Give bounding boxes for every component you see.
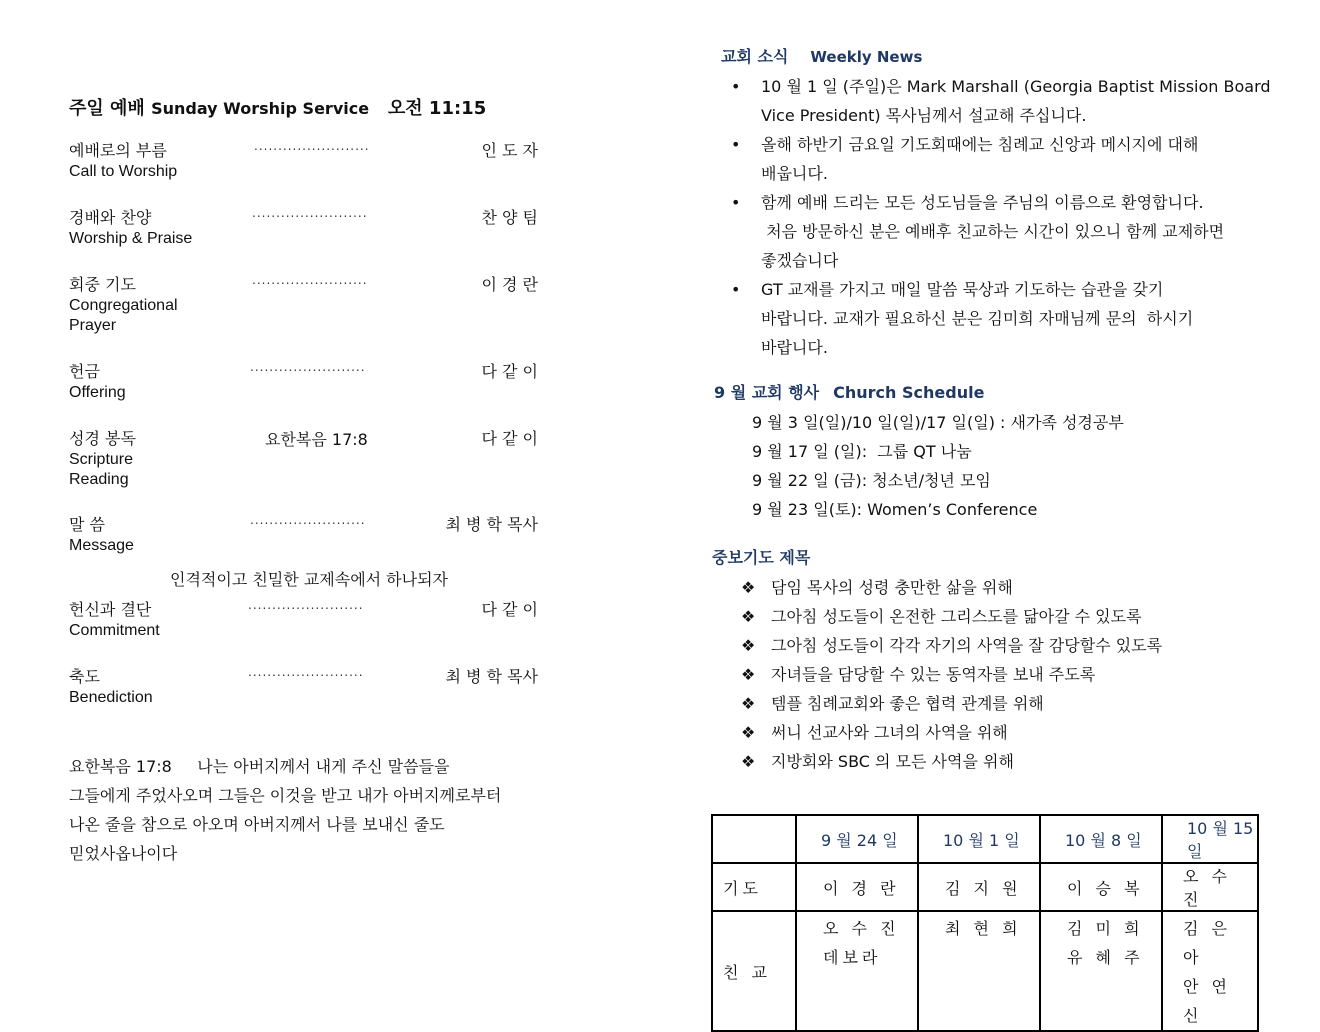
duty-name-cell: 오 수 진 bbox=[1162, 863, 1258, 911]
prayer-item bbox=[741, 718, 1162, 747]
order-item-ko: 헌신과 결단 bbox=[69, 600, 152, 619]
order-item-ko: 경배와 찬양 bbox=[69, 208, 152, 227]
news-heading bbox=[721, 44, 922, 67]
dot-leader: ........................ bbox=[254, 139, 370, 153]
diamond-bullet-icon: ❖ bbox=[741, 578, 756, 597]
duty-name: 데보라 bbox=[823, 948, 882, 967]
prayer-text: 써니 선교사와 그녀의 사역을 위해 bbox=[771, 723, 1008, 742]
news-line: 배웁니다. bbox=[761, 164, 828, 183]
news-item bbox=[731, 72, 1271, 130]
duty-table bbox=[711, 814, 1259, 1032]
bullet-icon: • bbox=[731, 135, 741, 154]
duty-name-cell: 김 지 원 bbox=[918, 863, 1040, 911]
order-item-en: Worship & Praise bbox=[69, 230, 193, 247]
order-item-en: Offering bbox=[69, 384, 126, 401]
news-line: Vice President) 목사님께서 설교해 주십니다. bbox=[761, 106, 1087, 125]
dot-leader: ........................ bbox=[250, 513, 366, 527]
order-item-leader: 다 같 이 bbox=[481, 600, 538, 619]
dot-leader: ........................ bbox=[250, 360, 366, 374]
duty-name: 유 혜 주 bbox=[1067, 948, 1144, 967]
dot-leader: ........................ bbox=[248, 598, 364, 612]
order-item-leader: 다 같 이 bbox=[481, 362, 538, 381]
schedule-item: 9 월 3 일(일)/10 일(일)/17 일(일) : 새가족 성경공부 bbox=[752, 413, 1124, 432]
news-line: GT 교재를 가지고 매일 말씀 묵상과 기도하는 습관을 갖기 bbox=[761, 280, 1164, 299]
prayer-item bbox=[741, 602, 1162, 631]
diamond-bullet-icon: ❖ bbox=[741, 694, 756, 713]
order-item-leader: 최 병 학 목사 bbox=[445, 515, 538, 534]
prayer-item bbox=[741, 689, 1162, 718]
schedule-title-ko: 9 월 교회 행사 bbox=[714, 383, 820, 402]
order-item-ko: 회중 기도 bbox=[69, 275, 136, 294]
duty-date-cell: 10 월 1 일 bbox=[918, 815, 1040, 863]
duty-name-cell bbox=[796, 911, 918, 1031]
verse-line: 나는 아버지께서 내게 주신 말씀들을 bbox=[197, 757, 450, 776]
bullet-icon: • bbox=[731, 77, 741, 96]
order-item-en: Call to Worship bbox=[69, 163, 178, 180]
duty-name: 오 수 진 bbox=[823, 919, 900, 938]
verse-line: 믿었사옵나이다 bbox=[69, 844, 178, 863]
prayer-heading: 중보기도 제목 bbox=[712, 548, 811, 567]
order-item-en: Congregational Prayer bbox=[69, 297, 178, 334]
diamond-bullet-icon: ❖ bbox=[741, 665, 756, 684]
duty-date-cell: 10 월 8 일 bbox=[1040, 815, 1162, 863]
verse-line: 나온 줄을 참으로 아오며 아버지께서 나를 보내신 줄도 bbox=[69, 815, 445, 834]
worship-title-ko: 주일 예배 bbox=[69, 98, 145, 119]
worship-title-en: Sunday Worship Service bbox=[151, 99, 370, 118]
worship-time: 오전 11:15 bbox=[387, 98, 487, 119]
duty-name-cell bbox=[1162, 911, 1258, 1031]
prayer-list bbox=[741, 573, 1162, 776]
news-item bbox=[731, 188, 1271, 275]
order-item-ko: 헌금 bbox=[69, 362, 100, 381]
duty-name-cell bbox=[1040, 911, 1162, 1031]
duty-name: 김 미 희 bbox=[1067, 919, 1144, 938]
duty-name-cell bbox=[918, 911, 1040, 1031]
order-item-ko: 축도 bbox=[69, 667, 100, 686]
order-item-ko: 말 씀 bbox=[69, 515, 105, 534]
order-item-ko: 예배로의 부름 bbox=[69, 141, 167, 160]
duty-date-cell: 10 월 15 일 bbox=[1162, 815, 1258, 863]
prayer-item bbox=[741, 747, 1162, 776]
dot-leader: ........................ bbox=[252, 273, 368, 287]
diamond-bullet-icon: ❖ bbox=[741, 723, 756, 742]
duty-name-cell: 이 경 란 bbox=[796, 863, 918, 911]
duty-row-label: 기도 bbox=[712, 863, 796, 911]
news-title-ko: 교회 소식 bbox=[721, 47, 789, 66]
order-item-leader: 다 같 이 bbox=[481, 429, 538, 448]
sermon-title: 인격적이고 친밀한 교제속에서 하나되자 bbox=[170, 570, 449, 589]
duty-row-label: 친 교 bbox=[712, 911, 796, 1031]
diamond-bullet-icon: ❖ bbox=[741, 607, 756, 626]
prayer-text: 담임 목사의 성령 충만한 삶을 위해 bbox=[771, 578, 1013, 597]
order-item-leader: 이 경 란 bbox=[481, 275, 538, 294]
worship-title bbox=[69, 94, 486, 120]
prayer-text: 그아침 성도들이 온전한 그리스도를 닮아갈 수 있도록 bbox=[771, 607, 1142, 626]
news-title-en: Weekly News bbox=[810, 48, 923, 66]
duty-table-row-prayer bbox=[712, 863, 1258, 911]
order-item-en: Commitment bbox=[69, 622, 160, 639]
order-item-leader: 인 도 자 bbox=[481, 141, 538, 160]
news-line: 올해 하반기 금요일 기도회때에는 침례교 신앙과 메시지에 대해 bbox=[761, 135, 1199, 154]
schedule-title-en: Church Schedule bbox=[833, 383, 985, 402]
schedule-list bbox=[752, 408, 1124, 524]
schedule-item: 9 월 22 일 (금): 청소년/청년 모임 bbox=[752, 471, 991, 490]
bullet-icon: • bbox=[731, 280, 741, 299]
schedule-item: 9 월 23 일(토): Women’s Conference bbox=[752, 500, 1038, 519]
diamond-bullet-icon: ❖ bbox=[741, 752, 756, 771]
duty-table-row-fellowship bbox=[712, 911, 1258, 1031]
duty-table-header-row bbox=[712, 815, 1258, 863]
prayer-text: 템플 침례교회와 좋은 협력 관계를 위해 bbox=[771, 694, 1044, 713]
scripture-reference: 요한복음 17:8 bbox=[265, 430, 368, 449]
duty-name: 최 현 희 bbox=[945, 919, 1022, 938]
memory-verse bbox=[69, 752, 549, 868]
schedule-heading bbox=[714, 380, 984, 403]
duty-table-corner-cell bbox=[712, 815, 796, 863]
prayer-text: 자녀들을 담당할 수 있는 동역자를 보내 주도록 bbox=[771, 665, 1096, 684]
duty-name: 안 연 신 bbox=[1183, 977, 1231, 1025]
bullet-icon: • bbox=[731, 193, 741, 212]
diamond-bullet-icon: ❖ bbox=[741, 636, 756, 655]
dot-leader: ........................ bbox=[248, 665, 364, 679]
verse-reference: 요한복음 17:8 bbox=[69, 757, 172, 776]
news-line: 함께 예배 드리는 모든 성도님들을 주님의 이름으로 환영합니다. bbox=[761, 193, 1204, 212]
duty-name: 김 은 아 bbox=[1183, 919, 1231, 967]
order-item-en: Benediction bbox=[69, 689, 153, 706]
duty-name-cell: 이 승 복 bbox=[1040, 863, 1162, 911]
news-line: 바랍니다. bbox=[761, 338, 828, 357]
news-item bbox=[731, 130, 1271, 188]
order-item-leader: 찬 양 팀 bbox=[481, 208, 538, 227]
dot-leader: ........................ bbox=[252, 206, 368, 220]
prayer-text: 지방회와 SBC 의 모든 사역을 위해 bbox=[771, 752, 1014, 771]
news-line: 바랍니다. 교재가 필요하신 분은 김미희 자매님께 문의 하시기 bbox=[761, 309, 1194, 328]
news-line: 좋겠습니다 bbox=[761, 251, 839, 270]
order-item-en: Scripture Reading bbox=[69, 451, 134, 488]
news-line: 처음 방문하신 분은 예배후 친교하는 시간이 있으니 함께 교제하면 bbox=[761, 222, 1225, 241]
prayer-item bbox=[741, 573, 1162, 602]
news-list bbox=[731, 72, 1271, 362]
prayer-item bbox=[741, 631, 1162, 660]
news-item bbox=[731, 275, 1271, 362]
order-item-leader: 최 병 학 목사 bbox=[445, 667, 538, 686]
prayer-item bbox=[741, 660, 1162, 689]
order-item-ko: 성경 봉독 bbox=[69, 429, 136, 448]
prayer-text: 그아침 성도들이 각각 자기의 사역을 잘 감당할수 있도록 bbox=[771, 636, 1163, 655]
duty-date-cell: 9 월 24 일 bbox=[796, 815, 918, 863]
verse-line: 그들에게 주었사오며 그들은 이것을 받고 내가 아버지께로부터 bbox=[69, 786, 502, 805]
order-item-en: Message bbox=[69, 537, 134, 554]
schedule-item: 9 월 17 일 (일): 그룹 QT 나눔 bbox=[752, 442, 972, 461]
news-line: 10 월 1 일 (주일)은 Mark Marshall (Georgia Baptist Mission Board bbox=[761, 77, 1271, 96]
